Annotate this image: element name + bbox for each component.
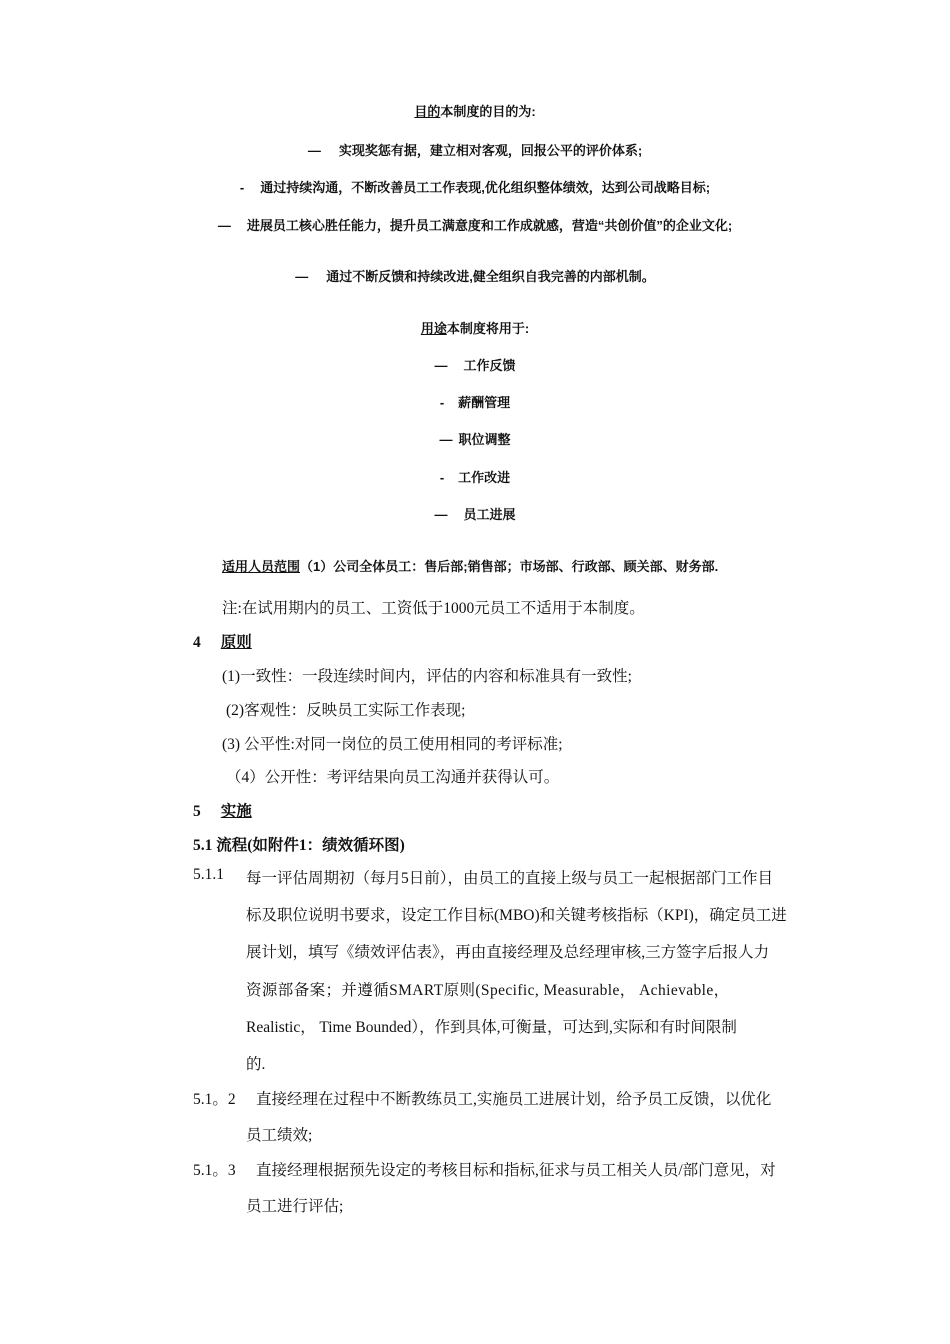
paragraph-line: 直接经理根据预先设定的考核目标和指标,征求与员工相关人员/部门意见，对 [256,1162,776,1179]
purpose-item [0,215,950,234]
paragraph-line: 的. [246,1056,266,1073]
purpose-item [0,177,950,196]
usage-item [0,429,950,448]
usage-item-text: 工作反馈 [463,358,516,373]
paragraph-line: 资源部备案；并遵循SMART原则(Specific, Measurable， Achievable， [246,982,730,999]
principle-item: （4）公开性：考评结果向员工沟通并获得认可。 [226,769,560,786]
usage-item-text: 工作改进 [458,470,511,485]
purpose-item-text: 进展员工核心胜任能力，提升员工满意度和工作成就感，营造“共创价值”的企业文化; [246,218,733,233]
usage-item [0,355,950,374]
principle-item: (2)客观性：反映员工实际工作表现; [226,702,466,719]
paragraph-line: Realistic， Time Bounded），作到具体,可衡量，可达到,实际和有时间限制 [246,1019,737,1036]
subsection-heading: 5.1 流程(如附件1：绩效循环图) [193,837,405,854]
usage-item-text: 员工进展 [463,507,516,522]
purpose-intro: 本制度的目的为: [440,104,536,119]
dash-marker: — [307,143,321,158]
usage-item [0,504,950,523]
purpose-item-text: 实现奖惩有据，建立相对客观，回报公平的评价体系; [338,143,643,158]
purpose-heading [0,101,950,120]
usage-item-text: 薪酬管理 [458,395,511,410]
dash-marker: — [217,218,231,233]
principle-item: (3) 公平性:对同一岗位的员工使用相同的考评标准; [222,736,563,753]
usage-item [0,392,950,411]
section-title: 原则 [220,634,252,651]
paragraph-number: 5.1。2 [193,1091,236,1108]
dash-marker: — [295,269,309,284]
dash-marker: — [439,432,453,447]
section-4-heading [193,630,252,652]
dash-marker: - [439,470,445,485]
purpose-label: 目的 [414,104,441,119]
purpose-item [0,140,950,159]
scope-line [222,556,718,575]
usage-item-text: 职位调整 [458,432,511,447]
dash-marker: - [439,395,445,410]
paragraph-line: 展计划，填写《绩效评估表》，再由直接经理及总经理审核,三方签字后报人力 [246,944,770,961]
usage-intro: 本制度将用于: [446,321,530,336]
dash-marker: - [239,180,245,195]
paragraph-line: 员工进行评估; [246,1198,344,1215]
scope-text: （1）公司全体员工：售后部;销售部；市场部、行政部、顾关部、财务部. [300,559,719,574]
section-number: 5 [193,803,201,820]
scope-label: 适用人员范围 [222,559,301,574]
paragraph-line: 直接经理在过程中不断教练员工,实施员工进展计划，给予员工反馈，以优化 [256,1091,772,1108]
usage-heading [0,318,950,337]
usage-item [0,467,950,486]
purpose-item-text: 通过不断反馈和持续改进,健全组织自我完善的内部机制。 [326,269,655,284]
note-text: 注:在试用期内的员工、工资低于1000元员工不适用于本制度。 [222,600,645,617]
paragraph-number: 5.1。3 [193,1162,236,1179]
paragraph-line: 每一评估周期初（每月5日前），由员工的直接上级与员工一起根据部门工作目 [246,870,774,887]
purpose-item-text: 通过持续沟通，不断改善员工工作表现,优化组织整体绩效，达到公司战略目标; [260,180,711,195]
purpose-item [0,266,950,285]
paragraph-line: 员工绩效; [246,1127,313,1144]
dash-marker: — [434,507,448,522]
principle-item: (1)一致性：一段连续时间内，评估的内容和标准具有一致性; [222,668,632,685]
paragraph-number: 5.1.1 [193,866,224,883]
section-title: 实施 [220,803,252,820]
paragraph-line: 标及职位说明书要求，设定工作目标(MBO)和关键考核指标（KPI)，确定员工进 [246,907,787,924]
section-5-heading [193,799,252,821]
usage-label: 用途 [420,321,447,336]
section-number: 4 [193,634,201,651]
dash-marker: — [434,358,448,373]
